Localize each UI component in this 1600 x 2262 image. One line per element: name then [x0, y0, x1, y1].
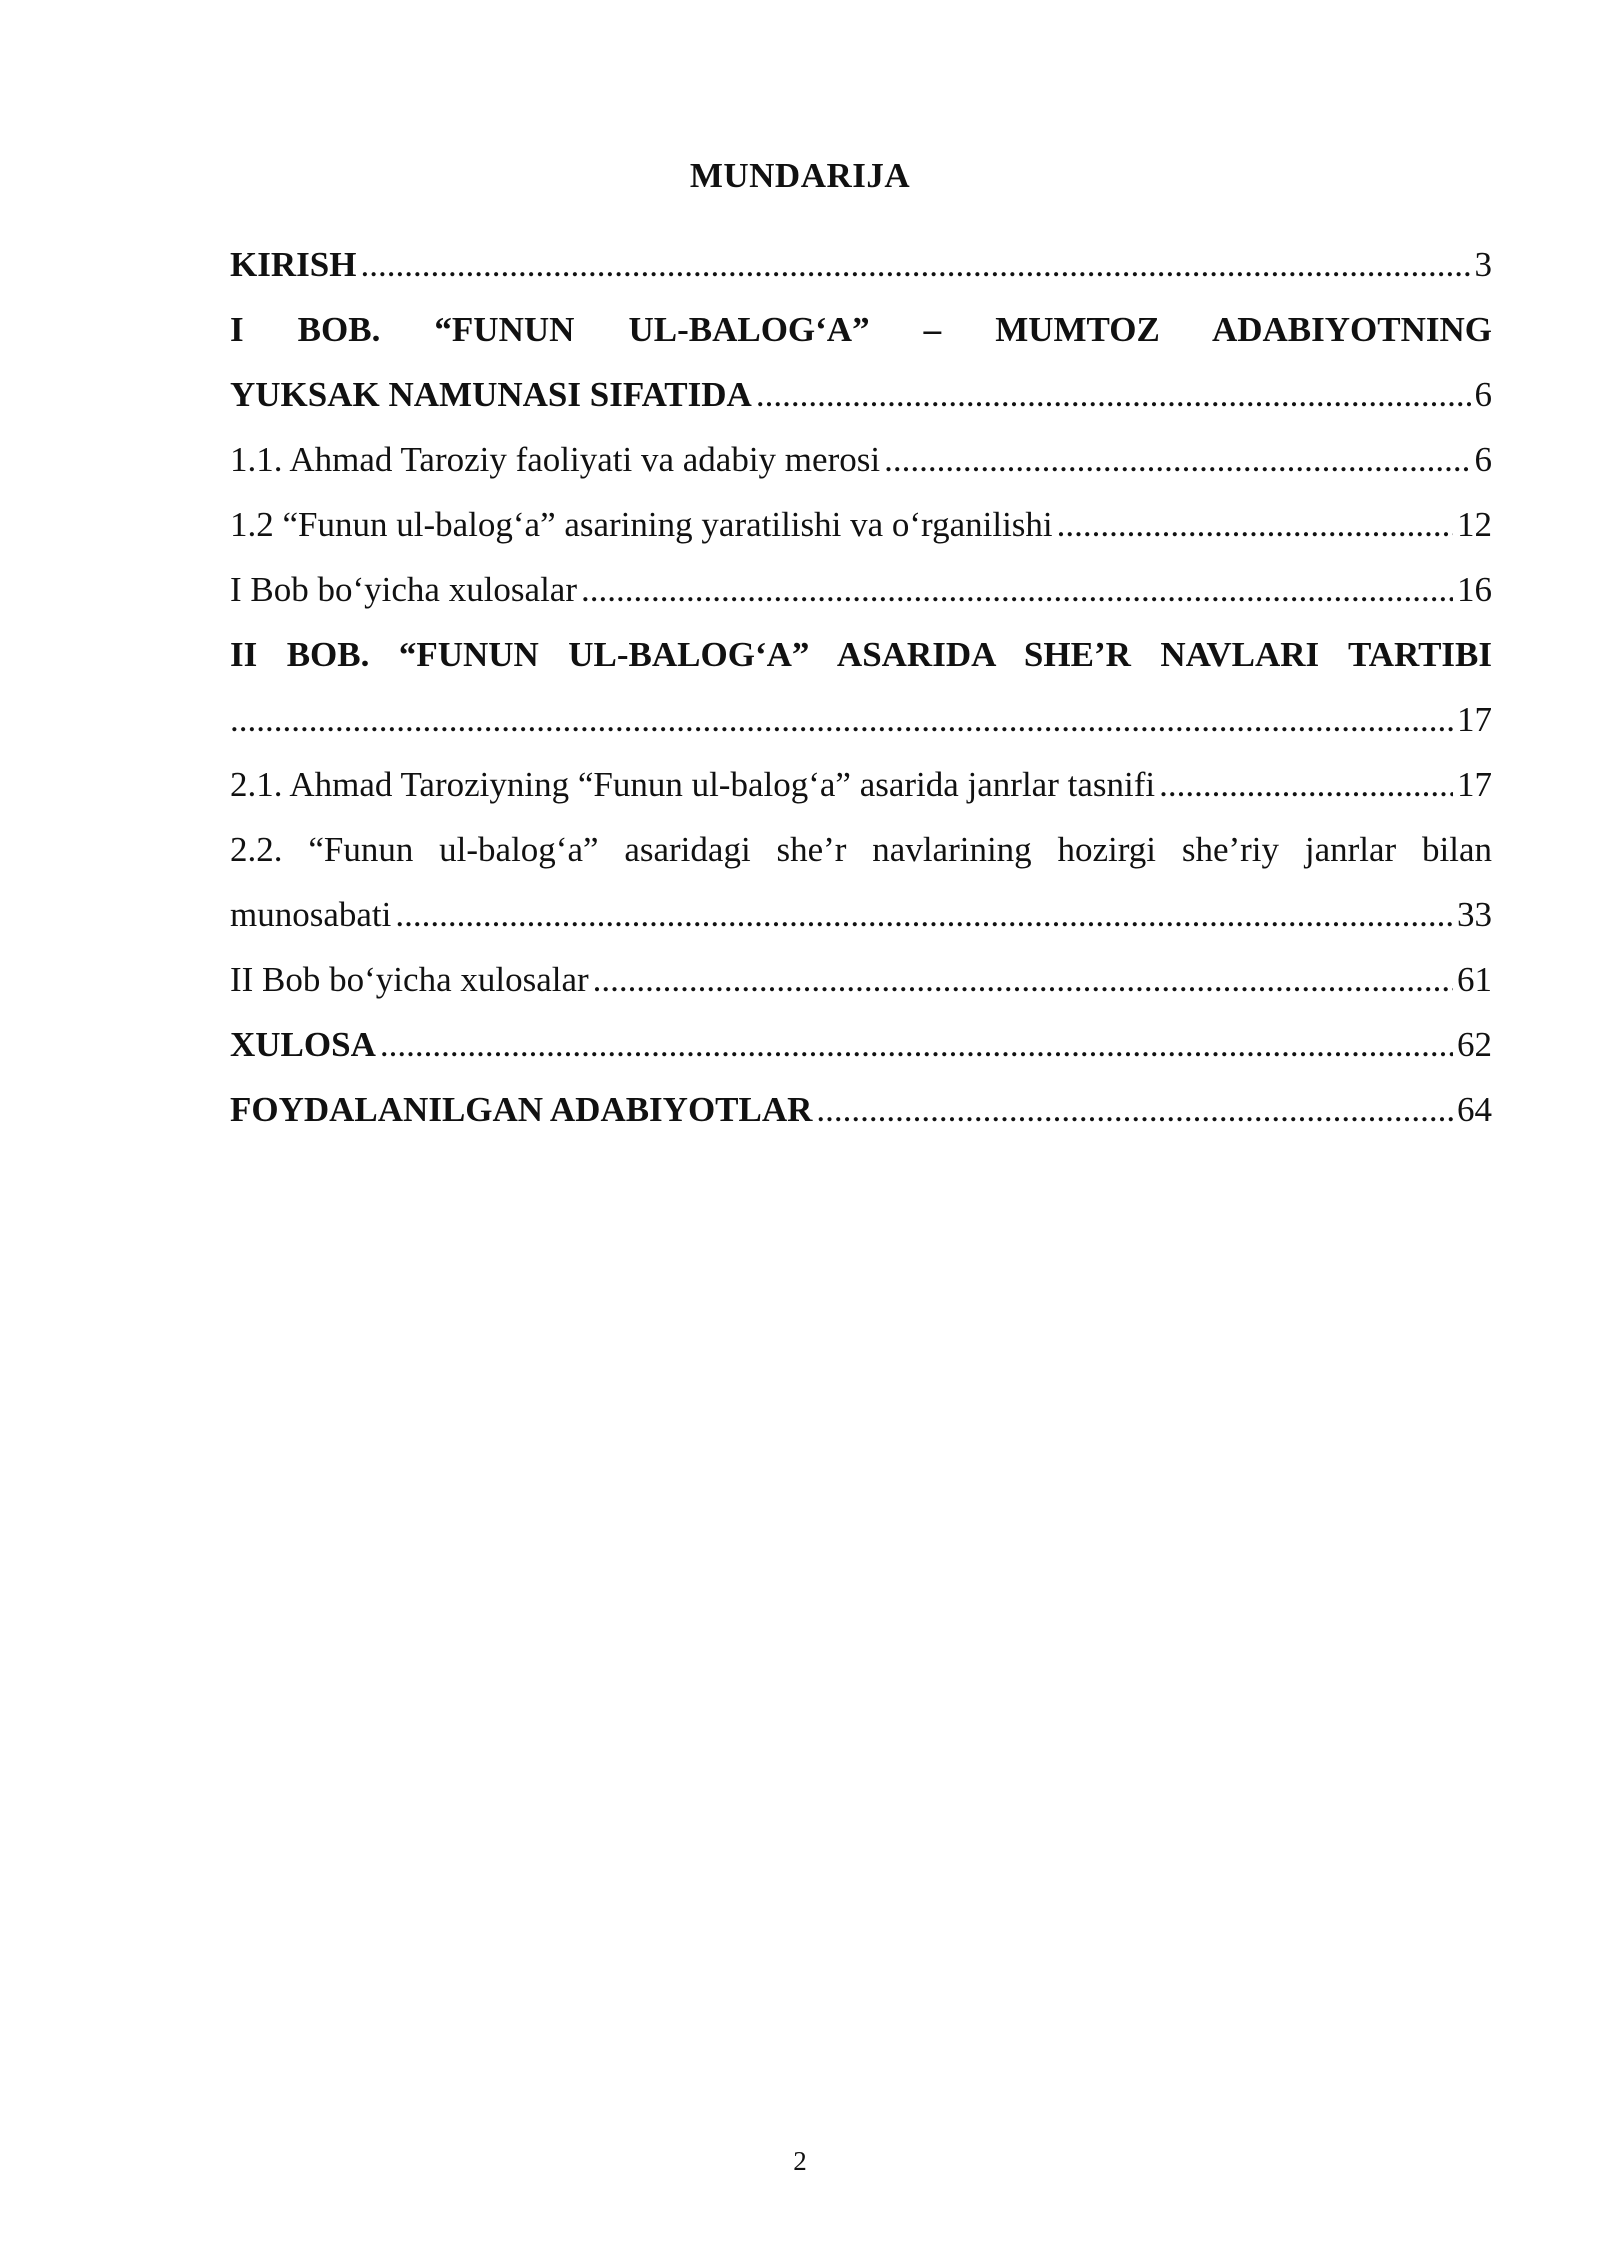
toc-page-number: 62: [1457, 1025, 1492, 1064]
table-of-contents: [230, 232, 1492, 1142]
toc-entry-chapter-2-line-1[interactable]: [230, 622, 1492, 687]
toc-entry-section-2-1[interactable]: [230, 752, 1492, 817]
toc-entry-text: FOYDALANILGAN ADABIYOTLAR: [230, 1090, 813, 1129]
toc-entry-text: munosabati: [230, 895, 392, 934]
toc-entry-text: KIRISH: [230, 245, 357, 284]
toc-dot-leader: [581, 557, 1453, 622]
toc-entry-section-2-2-line-1[interactable]: [230, 817, 1492, 882]
toc-page-number: 17: [1457, 700, 1492, 739]
toc-entry-section-1-2[interactable]: [230, 492, 1492, 557]
toc-entry-text: 1.1. Ahmad Taroziy faoliyati va adabiy merosi: [230, 440, 881, 479]
toc-dot-leader: [593, 947, 1453, 1012]
toc-entry-chapter-2-summary[interactable]: [230, 947, 1492, 1012]
page-title: MUNDARIJA: [689, 156, 911, 195]
toc-page-number: 61: [1457, 960, 1492, 999]
toc-entry-chapter-1-summary[interactable]: [230, 557, 1492, 622]
toc-entry-references[interactable]: [230, 1077, 1492, 1142]
toc-page-number: 6: [1474, 440, 1492, 479]
toc-entry-chapter-1-line-1[interactable]: [230, 297, 1492, 362]
toc-entry-kirish[interactable]: [230, 232, 1492, 297]
toc-page-number: 3: [1474, 245, 1492, 284]
toc-dot-leader: [230, 687, 1453, 752]
toc-page-number: 64: [1457, 1090, 1492, 1129]
toc-entry-text: YUKSAK NAMUNASI SIFATIDA: [230, 375, 752, 414]
toc-entry-text: II BOB. “FUNUN UL-BALOG‘A” ASARIDA SHE’R NAVLARI TARTIBI: [230, 635, 1492, 674]
toc-entry-text: I BOB. “FUNUN UL-BALOG‘A” – MUMTOZ ADABIYOTNING: [230, 310, 1492, 349]
toc-entry-chapter-2-line-2[interactable]: [230, 687, 1492, 752]
toc-dot-leader: [816, 1077, 1453, 1142]
toc-entry-section-2-2-line-2[interactable]: [230, 882, 1492, 947]
toc-entry-text: 1.2 “Funun ul-balog‘a” asarining yaratilishi va o‘rganilishi: [230, 505, 1053, 544]
toc-page-number: 33: [1457, 895, 1492, 934]
toc-page-number: 17: [1457, 765, 1492, 804]
toc-dot-leader: [884, 427, 1470, 492]
page-number: 2: [793, 2146, 807, 2176]
toc-entry-text: 2.2. “Funun ul-balog‘a” asaridagi she’r navlarining hozirgi she’riy janrlar bilan: [230, 830, 1492, 869]
toc-entry-chapter-1-line-2[interactable]: [230, 362, 1492, 427]
toc-page-number: 16: [1457, 570, 1492, 609]
toc-dot-leader: [380, 1012, 1453, 1077]
toc-entry-xulosa[interactable]: [230, 1012, 1492, 1077]
toc-dot-leader: [360, 232, 1470, 297]
toc-entry-text: II Bob bo‘yicha xulosalar: [230, 960, 589, 999]
toc-entry-text: I Bob bo‘yicha xulosalar: [230, 570, 577, 609]
toc-dot-leader: [1159, 752, 1453, 817]
toc-entry-section-1-1[interactable]: [230, 427, 1492, 492]
toc-dot-leader: [1057, 492, 1453, 557]
toc-entry-text: 2.1. Ahmad Taroziyning “Funun ul-balog‘a” asarida janrlar tasnifi: [230, 765, 1156, 804]
toc-page-number: 12: [1457, 505, 1492, 544]
toc-entry-text: XULOSA: [230, 1025, 376, 1064]
toc-dot-leader: [395, 882, 1453, 947]
toc-page-number: 6: [1474, 375, 1492, 414]
toc-dot-leader: [756, 362, 1471, 427]
